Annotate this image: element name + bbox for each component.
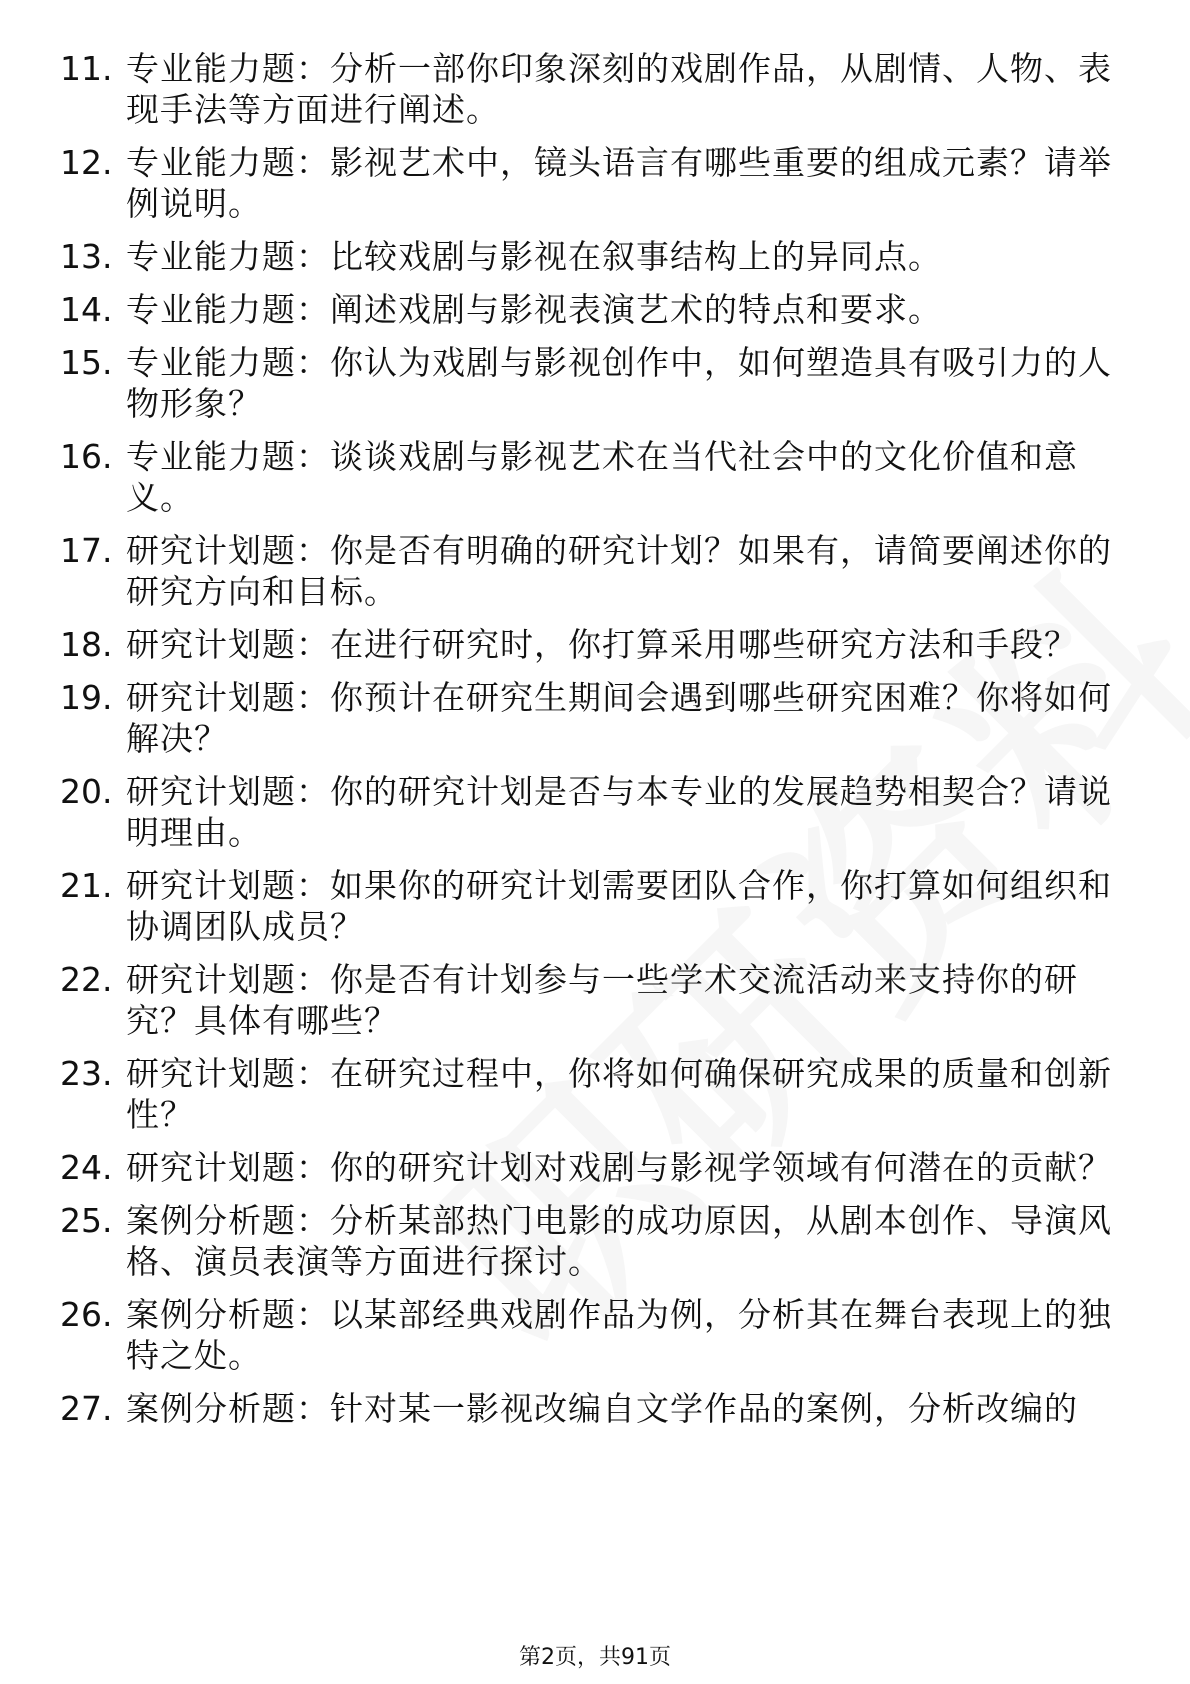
- item-number: 12.: [60, 143, 113, 182]
- list-item: [60, 530, 1120, 612]
- list-item: [60, 1294, 1120, 1376]
- item-text: 研究计划题：在进行研究时，你打算采用哪些研究方法和手段？: [126, 625, 1078, 664]
- item-text: 研究计划题：你的研究计划是否与本专业的发展趋势相契合？请说明理由。: [126, 772, 1112, 852]
- list-item: [60, 48, 1120, 130]
- item-text: 专业能力题：比较戏剧与影视在叙事结构上的异同点。: [126, 237, 942, 276]
- item-number: 27.: [60, 1389, 113, 1428]
- list-item: [60, 771, 1120, 853]
- item-number: 25.: [60, 1201, 113, 1240]
- item-text: 案例分析题：以某部经典戏剧作品为例，分析其在舞台表现上的独特之处。: [126, 1295, 1112, 1375]
- item-number: 24.: [60, 1148, 113, 1187]
- list-item: [60, 677, 1120, 759]
- item-text: 专业能力题：你认为戏剧与影视创作中，如何塑造具有吸引力的人物形象？: [126, 343, 1112, 423]
- item-number: 18.: [60, 625, 113, 664]
- item-number: 11.: [60, 49, 113, 88]
- item-text: 研究计划题：在研究过程中，你将如何确保研究成果的质量和创新性？: [126, 1054, 1112, 1134]
- list-item: [60, 624, 1120, 665]
- item-number: 21.: [60, 866, 113, 905]
- list-item: [60, 1200, 1120, 1282]
- page-footer: 第2页，共91页: [519, 1645, 671, 1670]
- item-number: 19.: [60, 678, 113, 717]
- item-text: 研究计划题：你是否有计划参与一些学术交流活动来支持你的研究？具体有哪些？: [126, 960, 1078, 1040]
- list-item: [60, 1053, 1120, 1135]
- item-text: 专业能力题：分析一部你印象深刻的戏剧作品，从剧情、人物、表现手法等方面进行阐述。: [126, 49, 1112, 129]
- item-number: 13.: [60, 237, 113, 276]
- item-text: 研究计划题：你预计在研究生期间会遇到哪些研究困难？你将如何解决？: [126, 678, 1112, 758]
- item-text: 研究计划题：如果你的研究计划需要团队合作，你打算如何组织和协调团队成员？: [126, 866, 1112, 946]
- question-list: [60, 48, 1120, 1441]
- item-text: 专业能力题：阐述戏剧与影视表演艺术的特点和要求。: [126, 290, 942, 329]
- list-item: [60, 289, 1120, 330]
- list-item: [60, 342, 1120, 424]
- list-item: [60, 436, 1120, 518]
- list-item: [60, 1388, 1120, 1429]
- item-text: 案例分析题：分析某部热门电影的成功原因，从剧本创作、导演风格、演员表演等方面进行探讨。: [126, 1201, 1112, 1281]
- item-number: 16.: [60, 437, 113, 476]
- item-text: 案例分析题：针对某一影视改编自文学作品的案例，分析改编的: [126, 1389, 1078, 1428]
- list-item: [60, 236, 1120, 277]
- list-item: [60, 865, 1120, 947]
- item-number: 26.: [60, 1295, 113, 1334]
- list-item: [60, 959, 1120, 1041]
- item-text: 专业能力题：影视艺术中，镜头语言有哪些重要的组成元素？请举例说明。: [126, 143, 1112, 223]
- item-text: 专业能力题：谈谈戏剧与影视艺术在当代社会中的文化价值和意义。: [126, 437, 1078, 517]
- item-number: 15.: [60, 343, 113, 382]
- item-number: 23.: [60, 1054, 113, 1093]
- list-item: [60, 1147, 1120, 1188]
- item-text: 研究计划题：你的研究计划对戏剧与影视学领域有何潜在的贡献？: [126, 1148, 1112, 1187]
- item-text: 研究计划题：你是否有明确的研究计划？如果有，请简要阐述你的研究方向和目标。: [126, 531, 1112, 611]
- list-item: [60, 142, 1120, 224]
- item-number: 20.: [60, 772, 113, 811]
- item-number: 17.: [60, 531, 113, 570]
- item-number: 14.: [60, 290, 113, 329]
- item-number: 22.: [60, 960, 113, 999]
